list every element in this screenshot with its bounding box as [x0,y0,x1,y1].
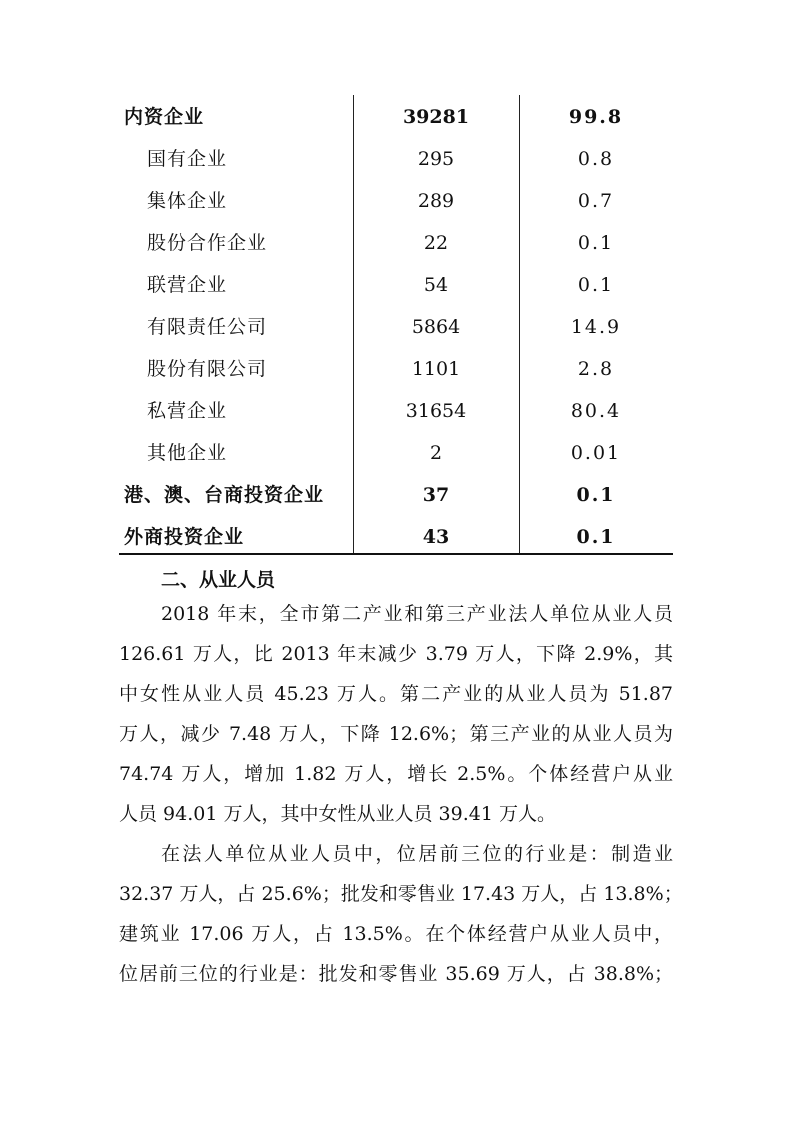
table-row [119,354,673,384]
paragraph-line: 126.61 万人，比 2013 年末减少 3.79 万人，下降 2.9%，其 [119,643,673,665]
row-percent: 0.1 [577,232,615,254]
row-name: 外商投资企业 [124,526,245,548]
table-row [119,102,673,132]
row-percent: 0.1 [576,526,616,548]
paragraph-line: 位居前三位的行业是：批发和零售业 35.69 万人，占 38.8%； [119,963,673,985]
row-count: 54 [423,274,449,296]
table-row [119,228,673,258]
paragraph-line: 在法人单位从业人员中，位居前三位的行业是：制造业 [161,843,673,865]
row-percent: 0.1 [576,484,616,506]
row-count: 289 [417,190,455,212]
paragraph-line: 人员 94.01 万人，其中女性从业人员 39.41 万人。 [119,803,556,825]
row-name: 联营企业 [147,274,228,296]
row-count: 5864 [411,316,461,338]
row-count: 39281 [402,106,470,128]
table-row [119,270,673,300]
paragraph-line: 2018 年末，全市第二产业和第三产业法人单位从业人员 [161,603,673,625]
section-title: 二、从业人员 [161,569,276,591]
table-bottom-rule [119,553,673,555]
paragraph-line: 万人，减少 7.48 万人，下降 12.6%；第三产业的从业人员为 [119,723,673,745]
paragraph-line: 中女性从业人员 45.23 万人。第二产业的从业人员为 51.87 [119,683,673,705]
row-percent: 0.8 [577,148,615,170]
table-row [119,438,673,468]
row-name: 私营企业 [147,400,228,422]
row-percent: 0.1 [577,274,615,296]
paragraph-line: 32.37 万人，占 25.6%；批发和零售业 17.43 万人，占 13.8%； [119,883,683,905]
row-name: 其他企业 [147,442,228,464]
row-percent: 14.9 [570,316,622,338]
table-row [119,144,673,174]
row-count: 22 [423,232,449,254]
row-name: 港、澳、台商投资企业 [124,484,325,506]
row-count: 295 [417,148,455,170]
table-row [119,312,673,342]
row-name: 集体企业 [147,190,228,212]
row-name: 国有企业 [147,148,228,170]
row-name: 股份有限公司 [147,358,268,380]
paragraph-line: 74.74 万人，增加 1.82 万人，增长 2.5%。个体经营户从业 [119,763,673,785]
row-name: 有限责任公司 [147,316,268,338]
row-count: 37 [422,484,450,506]
table-row [119,522,673,552]
table-row [119,480,673,510]
row-percent: 2.8 [577,358,615,380]
row-count: 1101 [411,358,461,380]
table-row [119,186,673,216]
row-name: 内资企业 [124,106,205,128]
row-percent: 0.7 [577,190,615,212]
row-count: 31654 [405,400,467,422]
table-row [119,396,673,426]
row-percent: 0.01 [570,442,622,464]
row-count: 2 [429,442,443,464]
row-name: 股份合作企业 [147,232,268,254]
row-count: 43 [422,526,450,548]
paragraph-line: 建筑业 17.06 万人，占 13.5%。在个体经营户从业人员中， [119,923,673,945]
row-percent: 80.4 [570,400,622,422]
row-percent: 99.8 [568,106,624,128]
enterprise-table [119,95,673,555]
